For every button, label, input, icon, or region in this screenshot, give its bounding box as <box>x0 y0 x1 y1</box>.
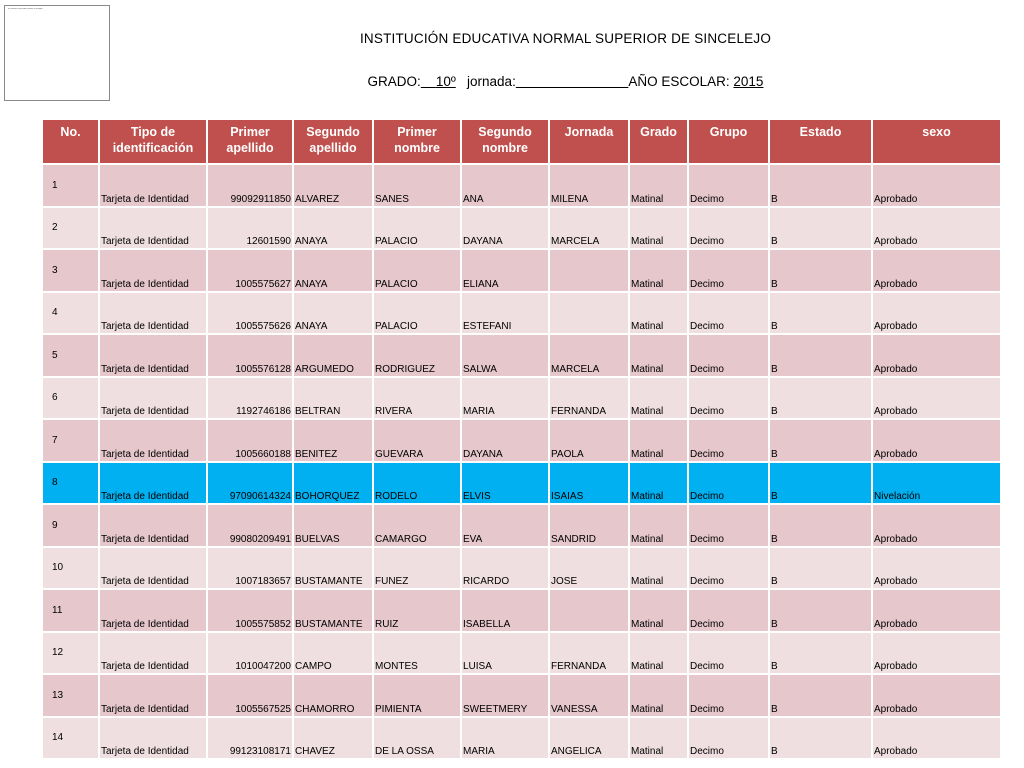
cell-tipo-identificacion: Tarjeta de Identidad <box>100 293 206 334</box>
cell-primer-apellido: CHAMORRO <box>294 675 372 716</box>
column-header-sexo: sexo <box>873 120 1000 163</box>
cell-primer-apellido: BUSTAMANTE <box>294 548 372 589</box>
cell-primer-apellido: BELTRAN <box>294 378 372 419</box>
column-header-no: No. <box>43 120 98 163</box>
cell-segundo-apellido: FUNEZ <box>374 548 460 589</box>
cell-estado: Aprobado <box>873 590 1000 631</box>
document-title: INSTITUCIÓN EDUCATIVA NORMAL SUPERIOR DE SINCELEJO <box>359 31 772 46</box>
cell-primer-nombre: LUISA <box>462 633 548 674</box>
cell-tipo-identificacion: Tarjeta de Identidad <box>100 378 206 419</box>
cell-jornada: Matinal <box>630 633 687 674</box>
cell-estado: Aprobado <box>873 718 1000 759</box>
cell-primer-nombre: ISABELLA <box>462 590 548 631</box>
cell-estado: Aprobado <box>873 165 1000 206</box>
table-row <box>43 165 1000 206</box>
cell-segundo-apellido: CAMARGO <box>374 505 460 546</box>
table-row <box>43 250 1000 291</box>
cell-primer-nombre: DAYANA <box>462 208 548 249</box>
column-header-estado: Estado <box>770 120 871 163</box>
cell-grado: Decimo <box>689 420 768 461</box>
cell-primer-apellido: ANAYA <box>294 250 372 291</box>
grado-value: 10º <box>435 74 456 89</box>
cell-jornada: Matinal <box>630 505 687 546</box>
cell-no: 14 <box>43 718 98 759</box>
cell-estado: Nivelación <box>873 463 1000 504</box>
cell-no: 1 <box>43 165 98 206</box>
cell-estado: Aprobado <box>873 335 1000 376</box>
cell-numero-documento: 99080209491 <box>208 505 292 546</box>
cell-segundo-apellido: RUIZ <box>374 590 460 631</box>
table-row <box>43 420 1000 461</box>
cell-jornada: Matinal <box>630 590 687 631</box>
table-row <box>43 675 1000 716</box>
table-row <box>43 378 1000 419</box>
cell-tipo-identificacion: Tarjeta de Identidad <box>100 675 206 716</box>
column-header-grupo: Grupo <box>689 120 768 163</box>
cell-no: 12 <box>43 633 98 674</box>
cell-grado: Decimo <box>689 505 768 546</box>
cell-grado: Decimo <box>689 718 768 759</box>
cell-no: 5 <box>43 335 98 376</box>
cell-grado: Decimo <box>689 378 768 419</box>
table-row <box>43 463 1000 504</box>
cell-no: 8 <box>43 463 98 504</box>
cell-primer-nombre: ELVIS <box>462 463 548 504</box>
cell-grado: Decimo <box>689 675 768 716</box>
cell-jornada: Matinal <box>630 378 687 419</box>
cell-primer-nombre: MARIA <box>462 378 548 419</box>
cell-jornada: Matinal <box>630 293 687 334</box>
cell-segundo-apellido: PALACIO <box>374 293 460 334</box>
students-table <box>41 118 1002 760</box>
cell-grupo: B <box>770 675 871 716</box>
cell-no: 6 <box>43 378 98 419</box>
cell-tipo-identificacion: Tarjeta de Identidad <box>100 250 206 291</box>
cell-segundo-apellido: PALACIO <box>374 250 460 291</box>
cell-no: 13 <box>43 675 98 716</box>
cell-grupo: B <box>770 463 871 504</box>
logo-image-placeholder <box>4 5 110 101</box>
cell-primer-nombre: ELIANA <box>462 250 548 291</box>
cell-grado: Decimo <box>689 165 768 206</box>
cell-grado: Decimo <box>689 590 768 631</box>
cell-segundo-apellido: GUEVARA <box>374 420 460 461</box>
cell-grupo: B <box>770 165 871 206</box>
cell-numero-documento: 1192746186 <box>208 378 292 419</box>
cell-segundo-nombre: MARCELA <box>550 335 628 376</box>
cell-numero-documento: 99123108171 <box>208 718 292 759</box>
cell-segundo-nombre <box>550 293 628 334</box>
cell-primer-apellido: ARGUMEDO <box>294 335 372 376</box>
cell-primer-apellido: ALVAREZ <box>294 165 372 206</box>
cell-primer-apellido: BUSTAMANTE <box>294 590 372 631</box>
cell-numero-documento: 12601590 <box>208 208 292 249</box>
cell-primer-nombre: DAYANA <box>462 420 548 461</box>
cell-estado: Aprobado <box>873 250 1000 291</box>
table-row <box>43 633 1000 674</box>
cell-segundo-nombre: FERNANDA <box>550 378 628 419</box>
cell-tipo-identificacion: Tarjeta de Identidad <box>100 335 206 376</box>
cell-segundo-apellido: DE LA OSSA <box>374 718 460 759</box>
cell-numero-documento: 1005660188 <box>208 420 292 461</box>
anio-label: AÑO ESCOLAR: <box>628 74 730 89</box>
table-header-row <box>43 120 1000 163</box>
table-row <box>43 335 1000 376</box>
column-header-jornada: Jornada <box>550 120 628 163</box>
cell-estado: Aprobado <box>873 378 1000 419</box>
cell-segundo-nombre: MARCELA <box>550 208 628 249</box>
column-header-primer-nombre: Primer nombre <box>374 120 460 163</box>
cell-jornada: Matinal <box>630 335 687 376</box>
cell-tipo-identificacion: Tarjeta de Identidad <box>100 718 206 759</box>
table-row <box>43 718 1000 759</box>
cell-primer-nombre: SWEETMERY <box>462 675 548 716</box>
cell-numero-documento: 1005567525 <box>208 675 292 716</box>
cell-jornada: Matinal <box>630 718 687 759</box>
cell-primer-apellido: BENITEZ <box>294 420 372 461</box>
cell-segundo-nombre <box>550 250 628 291</box>
cell-primer-nombre: MARIA <box>462 718 548 759</box>
cell-grado: Decimo <box>689 548 768 589</box>
cell-tipo-identificacion: Tarjeta de Identidad <box>100 165 206 206</box>
cell-estado: Aprobado <box>873 505 1000 546</box>
cell-no: 3 <box>43 250 98 291</box>
cell-estado: Aprobado <box>873 675 1000 716</box>
cell-tipo-identificacion: Tarjeta de Identidad <box>100 208 206 249</box>
cell-grado: Decimo <box>689 633 768 674</box>
cell-jornada: Matinal <box>630 675 687 716</box>
cell-grado: Decimo <box>689 335 768 376</box>
cell-numero-documento: 1005575852 <box>208 590 292 631</box>
cell-segundo-apellido: PIMIENTA <box>374 675 460 716</box>
cell-grupo: B <box>770 718 871 759</box>
column-header-primer-apellido: Primer apellido <box>208 120 292 163</box>
table-row <box>43 590 1000 631</box>
cell-primer-apellido: CAMPO <box>294 633 372 674</box>
table-row <box>43 505 1000 546</box>
cell-numero-documento: 1005575627 <box>208 250 292 291</box>
cell-jornada: Matinal <box>630 250 687 291</box>
cell-segundo-nombre: VANESSA <box>550 675 628 716</box>
cell-tipo-identificacion: Tarjeta de Identidad <box>100 420 206 461</box>
cell-segundo-nombre: PAOLA <box>550 420 628 461</box>
cell-primer-nombre: ANA <box>462 165 548 206</box>
cell-segundo-apellido: PALACIO <box>374 208 460 249</box>
cell-segundo-nombre: JOSE <box>550 548 628 589</box>
cell-estado: Aprobado <box>873 633 1000 674</box>
cell-grupo: B <box>770 633 871 674</box>
cell-segundo-nombre: ANGELICA <box>550 718 628 759</box>
cell-estado: Aprobado <box>873 548 1000 589</box>
cell-segundo-nombre: SANDRID <box>550 505 628 546</box>
cell-grado: Decimo <box>689 208 768 249</box>
cell-numero-documento: 1005576128 <box>208 335 292 376</box>
table-row <box>43 208 1000 249</box>
grado-value-field <box>421 74 456 89</box>
cell-segundo-apellido: RODRIGUEZ <box>374 335 460 376</box>
cell-segundo-apellido: RODELO <box>374 463 460 504</box>
cell-no: 10 <box>43 548 98 589</box>
cell-numero-documento: 1005575626 <box>208 293 292 334</box>
cell-grupo: B <box>770 378 871 419</box>
cell-grupo: B <box>770 208 871 249</box>
cell-tipo-identificacion: Tarjeta de Identidad <box>100 633 206 674</box>
cell-tipo-identificacion: Tarjeta de Identidad <box>100 548 206 589</box>
grado-label: GRADO: <box>367 74 421 89</box>
cell-tipo-identificacion: Tarjeta de Identidad <box>100 505 206 546</box>
cell-segundo-nombre <box>550 590 628 631</box>
logo-broken-image-note: El sistema no puede mostrar la imagen <box>8 8 43 10</box>
cell-segundo-apellido: SANES <box>374 165 460 206</box>
cell-jornada: Matinal <box>630 165 687 206</box>
cell-grupo: B <box>770 250 871 291</box>
cell-primer-nombre: RICARDO <box>462 548 548 589</box>
cell-jornada: Matinal <box>630 208 687 249</box>
cell-grado: Decimo <box>689 463 768 504</box>
cell-grado: Decimo <box>689 250 768 291</box>
column-header-grado: Grado <box>630 120 687 163</box>
cell-grupo: B <box>770 505 871 546</box>
cell-grupo: B <box>770 293 871 334</box>
column-header-tipo-identificacion: Tipo de identificación <box>100 120 206 163</box>
cell-estado: Aprobado <box>873 420 1000 461</box>
cell-segundo-apellido: RIVERA <box>374 378 460 419</box>
jornada-blank-line <box>516 74 629 89</box>
cell-no: 9 <box>43 505 98 546</box>
cell-grado: Decimo <box>689 293 768 334</box>
cell-numero-documento: 1007183657 <box>208 548 292 589</box>
cell-segundo-nombre: MILENA <box>550 165 628 206</box>
cell-grupo: B <box>770 420 871 461</box>
cell-numero-documento: 1010047200 <box>208 633 292 674</box>
table-body <box>43 165 1000 758</box>
cell-segundo-apellido: MONTES <box>374 633 460 674</box>
cell-numero-documento: 97090614324 <box>208 463 292 504</box>
document-subtitle <box>300 74 831 89</box>
cell-primer-nombre: ESTEFANI <box>462 293 548 334</box>
cell-no: 11 <box>43 590 98 631</box>
column-header-segundo-nombre: Segundo nombre <box>462 120 548 163</box>
cell-jornada: Matinal <box>630 463 687 504</box>
cell-segundo-nombre: ISAIAS <box>550 463 628 504</box>
cell-no: 4 <box>43 293 98 334</box>
cell-primer-apellido: BUELVAS <box>294 505 372 546</box>
cell-primer-nombre: SALWA <box>462 335 548 376</box>
cell-primer-apellido: BOHORQUEZ <box>294 463 372 504</box>
cell-numero-documento: 99092911850 <box>208 165 292 206</box>
cell-estado: Aprobado <box>873 293 1000 334</box>
cell-primer-apellido: CHAVEZ <box>294 718 372 759</box>
cell-segundo-nombre: FERNANDA <box>550 633 628 674</box>
jornada-label: jornada: <box>467 74 516 89</box>
cell-grupo: B <box>770 590 871 631</box>
cell-jornada: Matinal <box>630 420 687 461</box>
table-row <box>43 548 1000 589</box>
cell-primer-nombre: EVA <box>462 505 548 546</box>
table-row <box>43 293 1000 334</box>
cell-no: 2 <box>43 208 98 249</box>
cell-primer-apellido: ANAYA <box>294 293 372 334</box>
cell-no: 7 <box>43 420 98 461</box>
anio-value: 2015 <box>733 74 764 89</box>
cell-grupo: B <box>770 548 871 589</box>
cell-grupo: B <box>770 335 871 376</box>
cell-estado: Aprobado <box>873 208 1000 249</box>
cell-tipo-identificacion: Tarjeta de Identidad <box>100 463 206 504</box>
column-header-segundo-apellido: Segundo apellido <box>294 120 372 163</box>
cell-primer-apellido: ANAYA <box>294 208 372 249</box>
cell-tipo-identificacion: Tarjeta de Identidad <box>100 590 206 631</box>
cell-jornada: Matinal <box>630 548 687 589</box>
